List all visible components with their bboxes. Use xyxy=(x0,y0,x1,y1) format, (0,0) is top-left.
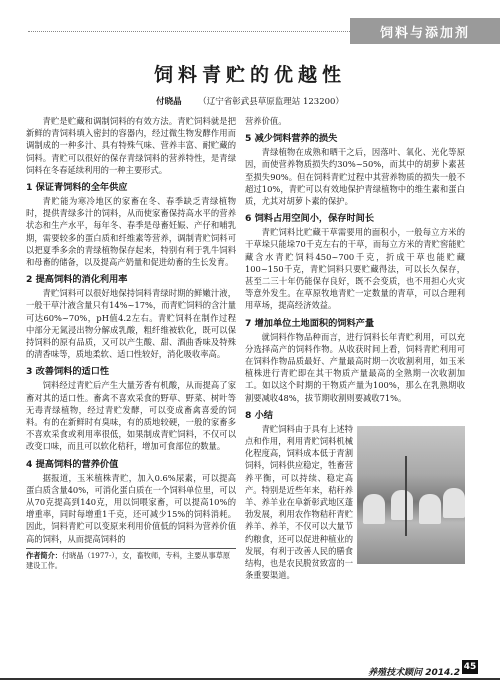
section-body-7: 就饲料作物品种而言，进行饲料长年青贮利用，可以充分选择高产的饲料作物。从收获时间上看，饲料青贮利用可在饲料作物品质最好、产量最高时期一次收割利用，如玉米植株进行青贮即在其干物质产量最高的全熟期一次收割加工。如以这个时期的干物质产量为100%，那么在乳熟期收割要减收48%，拔节期收割则要减收71%。 xyxy=(245,331,465,403)
section-heading-8: 8 小结 xyxy=(245,409,273,421)
section-heading-3: 3 改善饲料的适口性 xyxy=(26,366,110,378)
section-heading-7: 7 增加单位土地面积的饲料产量 xyxy=(245,317,375,329)
section-body-3: 饲料经过青贮后产生大量芳香有机酸，从而提高了家畜对其的适口性。畜禽不喜欢采食的野草、野菜、树叶等无毒青绿植物，经过青贮发酵，可以变成畜禽喜爱的饲料。有的在新鲜时有臭味，有的质地较硬，一般的家畜多不喜欢采食或利用率很低，如果制成青贮饲料，不仅可以改变口味，而且可以软化秸秆，增加可食部位的数量。 xyxy=(26,380,236,452)
section-heading-1: 1 保证青饲料的全年供应 xyxy=(26,182,128,194)
sprinkler-pole xyxy=(405,456,407,536)
intro-paragraph: 青贮是贮藏和调制饲料的有效方法。青贮饲料就是把新鲜的青饲料填入密封的容器内，经过微生物发酵作用而调制成的一种多汁、具有特殊气味、营养丰富、耐贮藏的饲料。青贮可以很好的保存青绿饲料的营养特性，是青绿饲料在冬春延续利用的一种主要形式。 xyxy=(26,116,236,175)
section-heading-4: 4 提高饲料的营养价值 xyxy=(26,458,119,470)
author-note-label: 作者简介： xyxy=(26,550,62,560)
article-title: 饲料青贮的优越性 xyxy=(153,64,346,86)
author-note xyxy=(26,548,236,571)
silage-bale xyxy=(391,490,413,520)
continued-text: 营养价值。 xyxy=(245,116,287,126)
journal-name: 养殖技术顾问 2014.2 xyxy=(368,668,460,678)
section-tab xyxy=(350,18,500,44)
section-body-8: 青贮饲料由于具有上述特点和作用，利用青贮饲料机械化程度高，饲料成本低于青割饲料，饲料供应稳定，牲畜营养平衡，可以持续、稳定高产。特别是近些年来，秸秆养羊、养羊业在阜新彰武地区蓬勃发展，利用农作物秸秆青贮养羊、养羊，不仅可以大量节约粮食，还可以促进种植业的发展，有利于改善人民的膳食结构，也是农民脱贫致富的一条重要渠道。 xyxy=(245,423,353,581)
section-body-2: 青贮饲料可以很好地保持饲料青绿时期的鲜嫩汁液，一般干草汁液含量只有14%~17%，而青贮饲料的含汁量可达60%~70%，pH值4.2左右。青贮饲料在制作过程中部分无氮浸出物分解成乳酸，粗纤维被软化，既可以保持饲料的原有品质，又可以产生酸、甜、酒曲香味及特殊的清香味等，质地柔软、适口性较好，消化吸收率高。 xyxy=(26,288,236,360)
section-heading-6: 6 饲料占用空间小，保存时间长 xyxy=(245,213,375,225)
author-note-text: 付晓晶（1977-），女，畜牧师，专科，主要从事草原建设工作。 xyxy=(26,550,231,570)
left-column xyxy=(26,115,236,571)
page-number: 45 xyxy=(463,662,477,672)
section-body-5: 青绿植物在成熟和晒干之后，因落叶、氧化、光化等原因，而使营养物质损失约30%~50%，而其中的胡萝卜素甚至损失90%。但在饲料青贮过程中其营养物质的损失一般不超过10%，青贮可以有效地保护青绿植物中的维生素和蛋白质，尤其对胡萝卜素的保护。 xyxy=(245,147,465,207)
section-body-4: 据报道，玉米植株青贮，加入0.6%尿素，可以提高蛋白质含量40%，可消化蛋白质在一个饲料单位里，可以从70克提高到140克，用以饲喂家畜，可以提高10%的增重率，同时每增重1千克，还可减少15%的饲料消耗。因此，饲料青贮可以变原来利用价值低的饲料为营养价值高的饲料，从而提高饲料的 xyxy=(26,472,236,544)
silage-bale xyxy=(419,494,441,524)
byline xyxy=(0,95,500,107)
running-header xyxy=(0,18,500,44)
footer-rule xyxy=(0,678,500,680)
right-column xyxy=(245,115,465,583)
section-body-1: 青贮能为寒冷地区的家畜在冬、春季缺乏青绿植物时，提供青绿多汁的饲料，从而使家畜保持高水平的营养状态和生产水平，每年冬、春季是母畜妊娠、产仔和哺乳期，需要较多的蛋白质和纤维素等营养，调制青贮饲料可以把夏季多余的青绿植物保存起来，特别有利于乳牛饲料和母畜的储备，以及提高产奶量和促进幼畜的生长发育。 xyxy=(26,196,236,268)
author: 付晓晶 xyxy=(156,97,182,107)
section-body-6: 青贮饲料比贮藏干草需要用的面积小，一般每立方米的干草垛只能垛70千克左右的干草，而每立方米的青贮窖能贮藏含水青贮饲料450~700千克，折成干草也能贮藏100~150千克，青贮饲料只要贮藏得法，可以长久保存，甚至二三十年仍能保存良好，既不会变质，也不用担心火灾等意外发生。在草原牧地青贮一定数量的青草，可以合理利用草场，提高经济效益。 xyxy=(245,227,465,311)
silage-bale xyxy=(363,494,385,524)
page-footer xyxy=(0,662,500,684)
section-label: 饲料与添加剂 xyxy=(379,25,470,41)
section-heading-2: 2 提高饲料的消化利用率 xyxy=(26,274,128,286)
silage-bale xyxy=(443,488,465,518)
section-heading-5: 5 减少饲料营养的损失 xyxy=(245,133,338,145)
affiliation: （辽宁省彰武县草原监理站 123200） xyxy=(198,97,344,107)
silage-field-photo xyxy=(357,426,465,564)
